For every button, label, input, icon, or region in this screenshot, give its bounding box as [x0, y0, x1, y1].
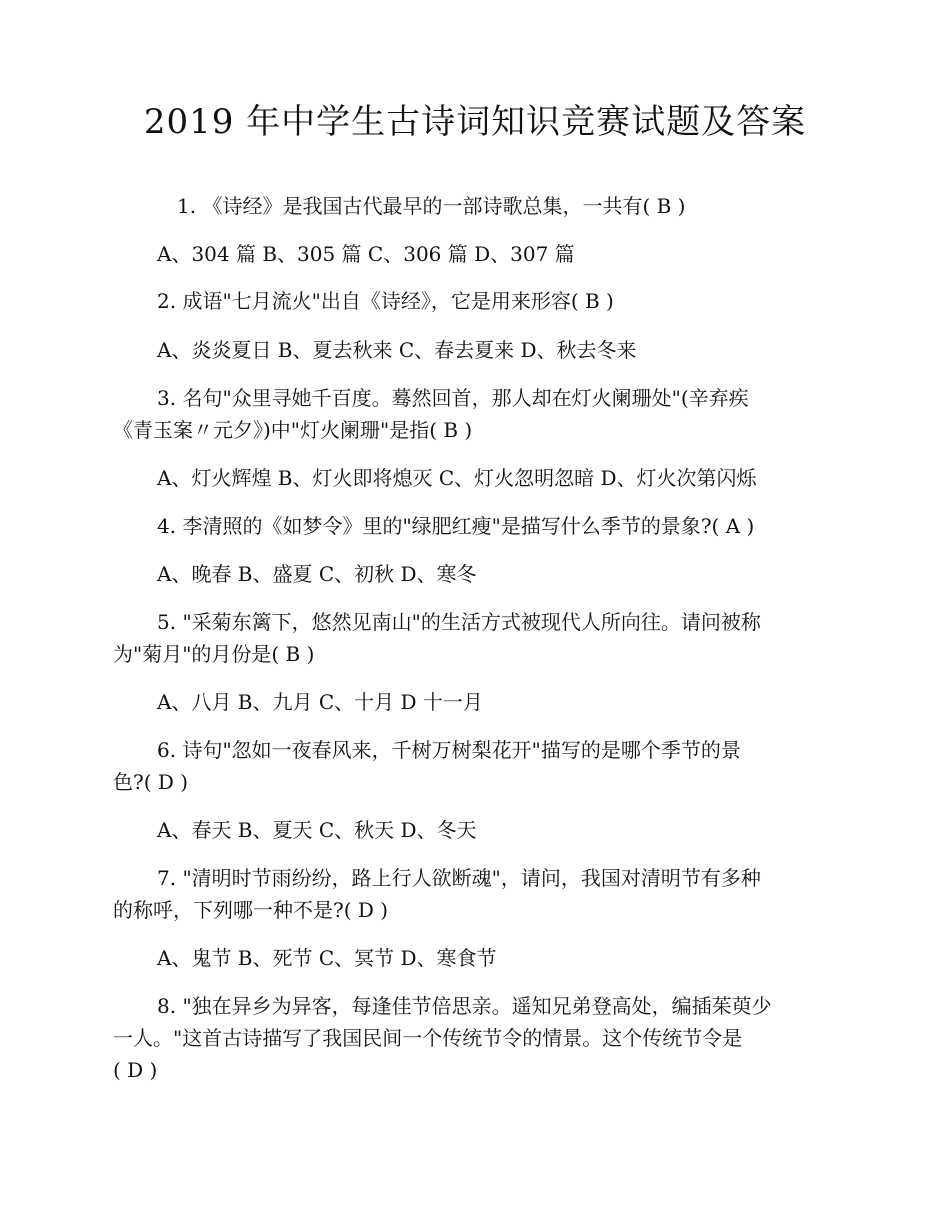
question-3-text-line-1: 3. 名句"众里寻她千百度。蓦然回首，那人却在灯火阑珊处"(辛弃疾	[157, 386, 749, 410]
question-5-options: A、八月 B、九月 C、十月 D 十一月	[157, 690, 483, 714]
question-2-text: 2. 成语"七月流火"出自《诗经》，它是用来形容( B )	[157, 289, 614, 313]
question-5-text-line-2: 为"菊月"的月份是( B )	[113, 642, 315, 666]
question-6-text-line-1: 6. 诗句"忽如一夜春风来，千树万树梨花开"描写的是哪个季节的景	[157, 738, 741, 762]
question-3-options: A、灯火辉煌 B、灯火即将熄灭 C、灯火忽明忽暗 D、灯火次第闪烁	[157, 466, 757, 490]
document-title: 2019 年中学生古诗词知识竞赛试题及答案	[143, 102, 807, 142]
question-7-options: A、鬼节 B、死节 C、冥节 D、寒食节	[157, 946, 497, 970]
question-1-text: 1. 《诗经》是我国古代最早的一部诗歌总集，一共有( B )	[177, 194, 686, 218]
question-7-text-line-2: 的称呼，下列哪一种不是?( D )	[113, 898, 389, 922]
question-5-text-line-1: 5. "采菊东篱下，悠然见南山"的生活方式被现代人所向往。请问被称	[157, 610, 761, 634]
question-7-text-line-1: 7. "清明时节雨纷纷，路上行人欲断魂"，请问，我国对清明节有多种	[157, 866, 761, 890]
question-3-text-line-2: 《青玉案〃元夕》)中"灯火阑珊"是指( B )	[113, 418, 473, 442]
question-4-options: A、晚春 B、盛夏 C、初秋 D、寒冬	[157, 562, 477, 586]
question-4-text: 4. 李清照的《如梦令》里的"绿肥红瘦"是描写什么季节的景象?( A )	[157, 514, 755, 538]
question-1-options: A、304 篇 B、305 篇 C、306 篇 D、307 篇	[157, 242, 575, 266]
question-6-options: A、春天 B、夏天 C、秋天 D、冬天	[157, 818, 477, 842]
question-8-text-line-1: 8. "独在异乡为异客，每逢佳节倍思亲。遥知兄弟登高处，编插茱萸少	[157, 994, 772, 1018]
question-8-text-line-2: 一人。"这首古诗描写了我国民间一个传统节令的情景。这个传统节令是	[113, 1026, 743, 1050]
question-2-options: A、炎炎夏日 B、夏去秋来 C、春去夏来 D、秋去冬来	[157, 338, 637, 362]
question-6-text-line-2: 色?( D )	[113, 770, 189, 794]
question-8-answer: ( D )	[113, 1058, 158, 1082]
